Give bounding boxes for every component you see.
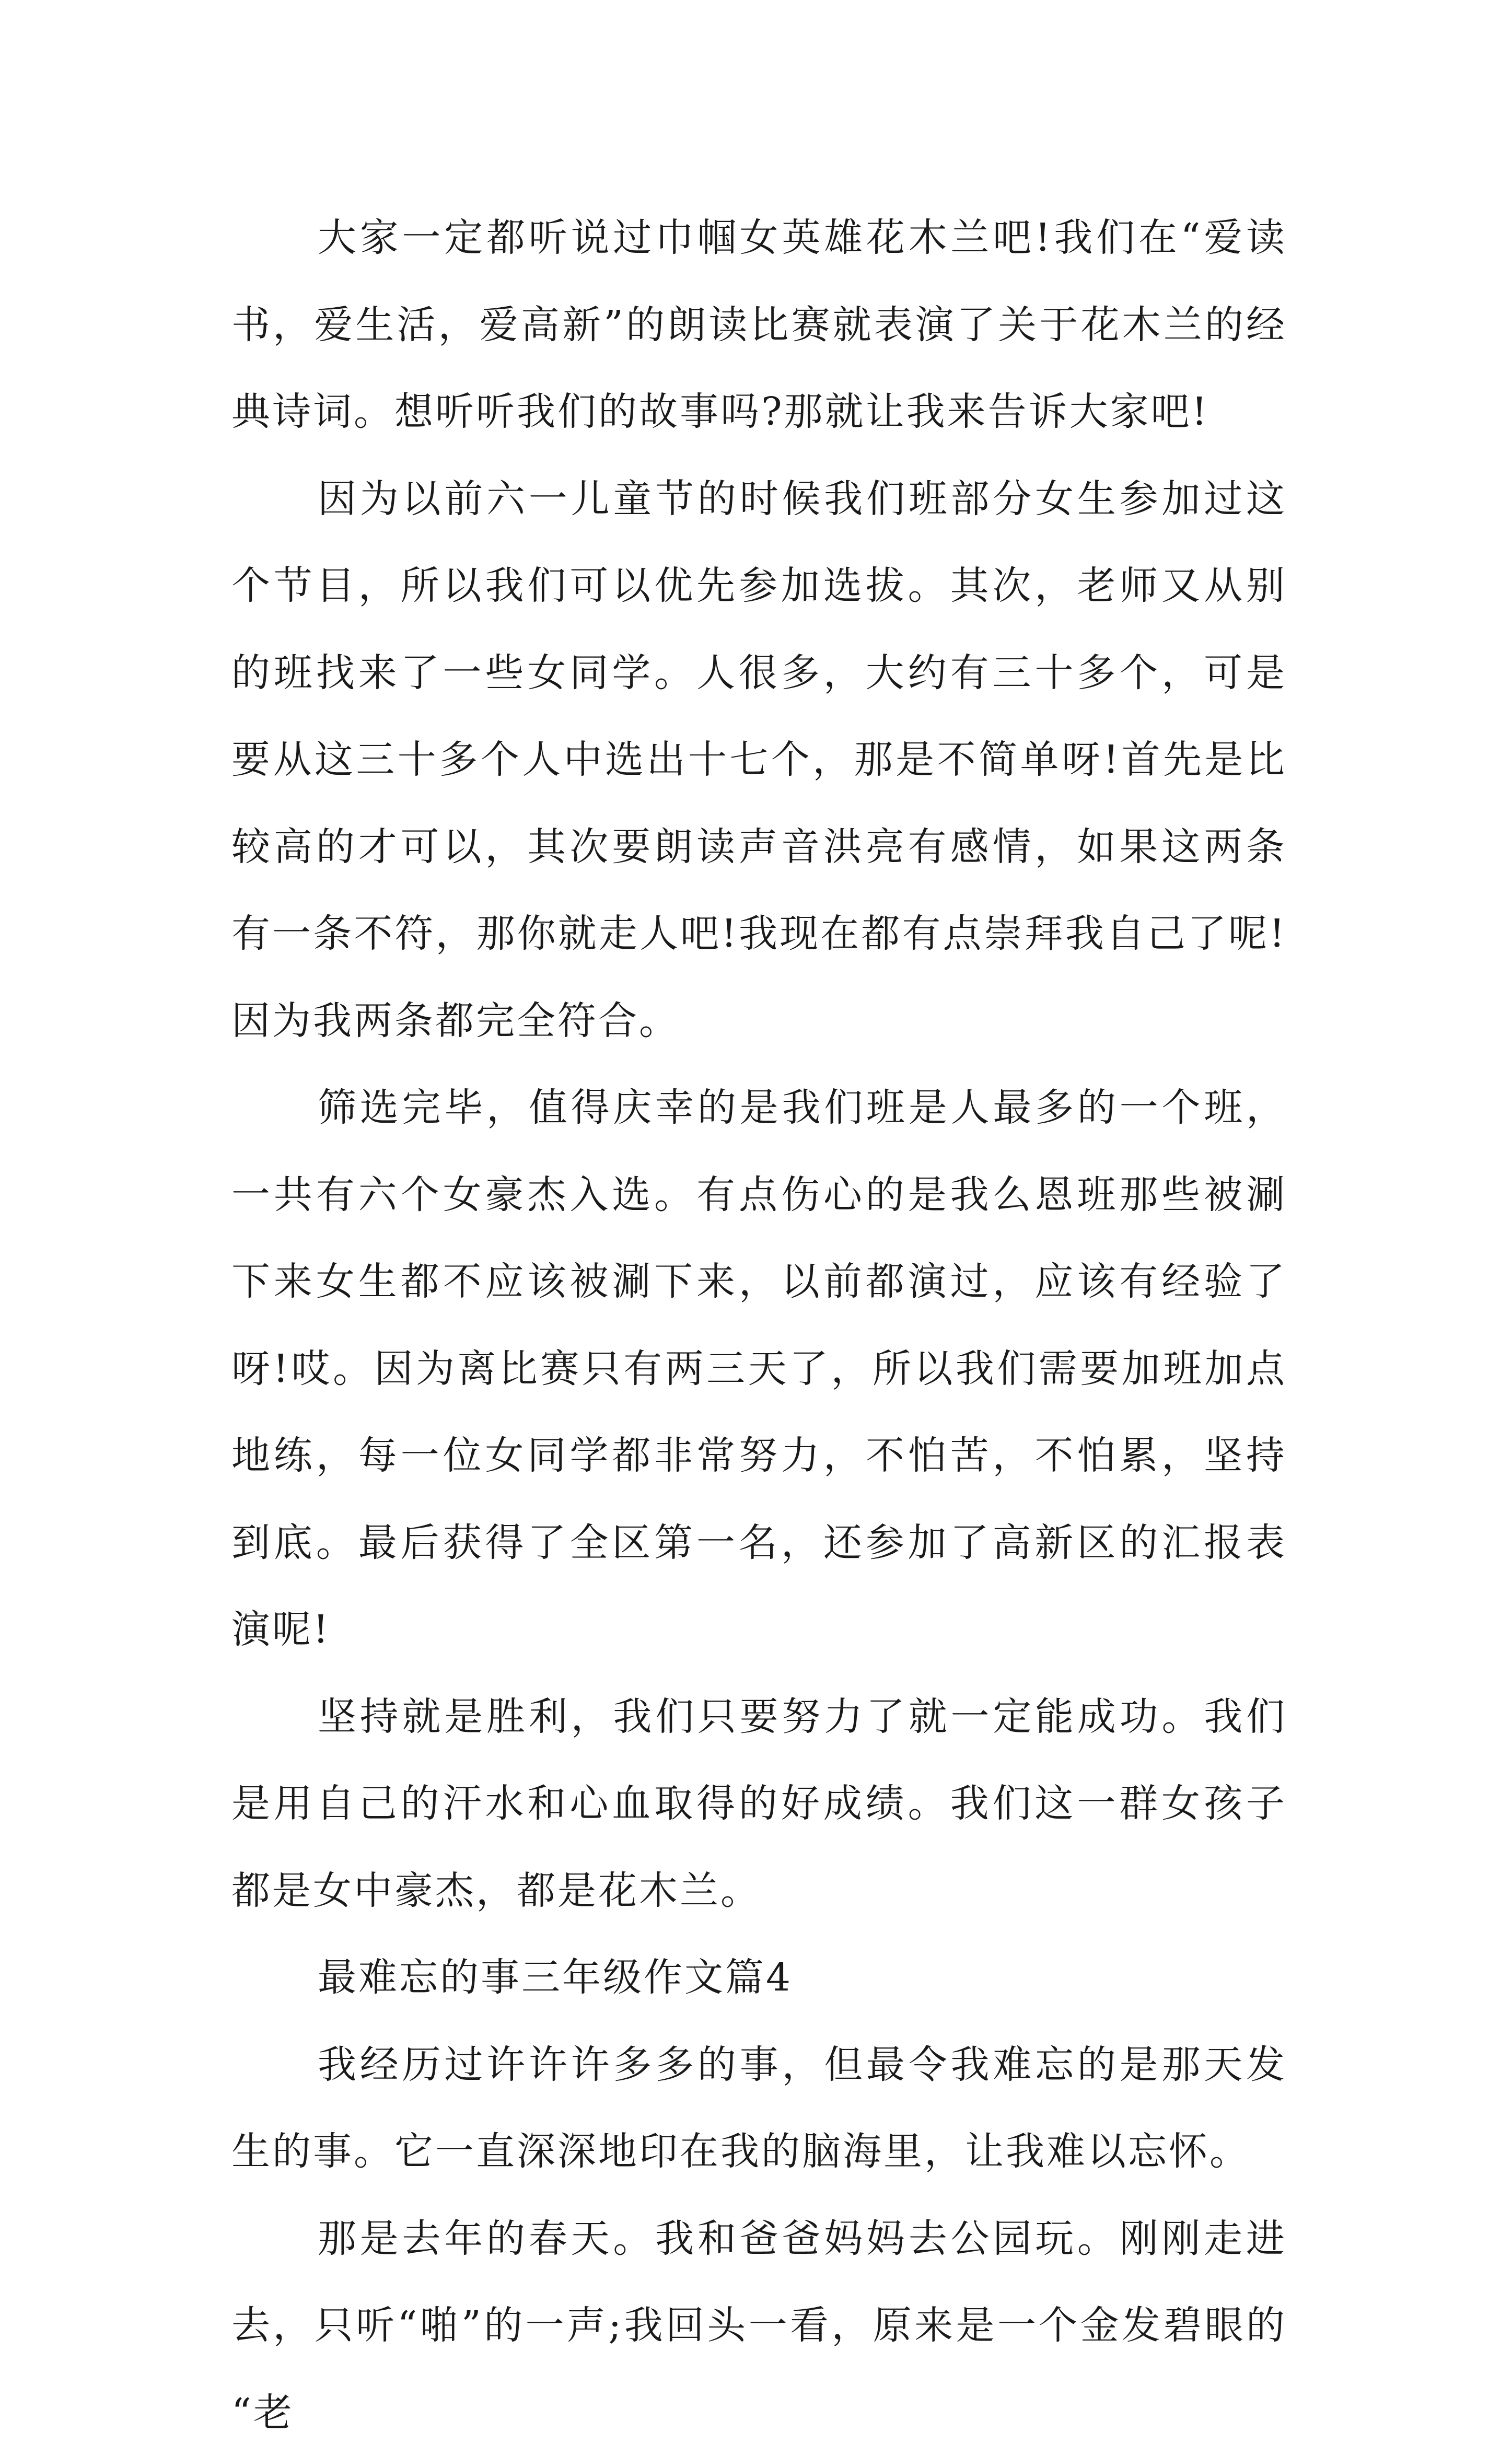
paragraph-6: 那是去年的春天。我和爸爸妈妈去公园玩。刚刚走进去，只听“啪”的一声;我回头一看，原来是一个金发碧眼的“老	[231, 2195, 1287, 2456]
section-heading: 最难忘的事三年级作文篇4	[231, 1934, 1287, 2021]
paragraph-1: 大家一定都听说过巾帼女英雄花木兰吧!我们在“爱读书，爱生活，爱高新”的朗读比赛就表演了关于花木兰的经典诗词。想听听我们的故事吗?那就让我来告诉大家吧!	[231, 194, 1287, 456]
document-body	[231, 194, 1287, 2456]
paragraph-3: 筛选完毕，值得庆幸的是我们班是人最多的一个班，一共有六个女豪杰入选。有点伤心的是我么恩班那些被涮下来女生都不应该被涮下来，以前都演过，应该有经验了呀!哎。因为离比赛只有两三天了，所以我们需要加班加点地练，每一位女同学都非常努力，不怕苦，不怕累，坚持到底。最后获得了全区第一名，还参加了高新区的汇报表演呢!	[231, 1064, 1287, 1673]
paragraph-4: 坚持就是胜利，我们只要努力了就一定能成功。我们是用自己的汗水和心血取得的好成绩。我们这一群女孩子都是女中豪杰，都是花木兰。	[231, 1673, 1287, 1935]
paragraph-2: 因为以前六一儿童节的时候我们班部分女生参加过这个节目，所以我们可以优先参加选拔。其次，老师又从别的班找来了一些女同学。人很多，大约有三十多个，可是要从这三十多个人中选出十七个，那是不简单呀!首先是比较高的才可以，其次要朗读声音洪亮有感情，如果这两条有一条不符，那你就走人吧!我现在都有点崇拜我自己了呢!因为我两条都完全符合。	[231, 456, 1287, 1065]
paragraph-5: 我经历过许许许多多的事，但最令我难忘的是那天发生的事。它一直深深地印在我的脑海里，让我难以忘怀。	[231, 2021, 1287, 2195]
